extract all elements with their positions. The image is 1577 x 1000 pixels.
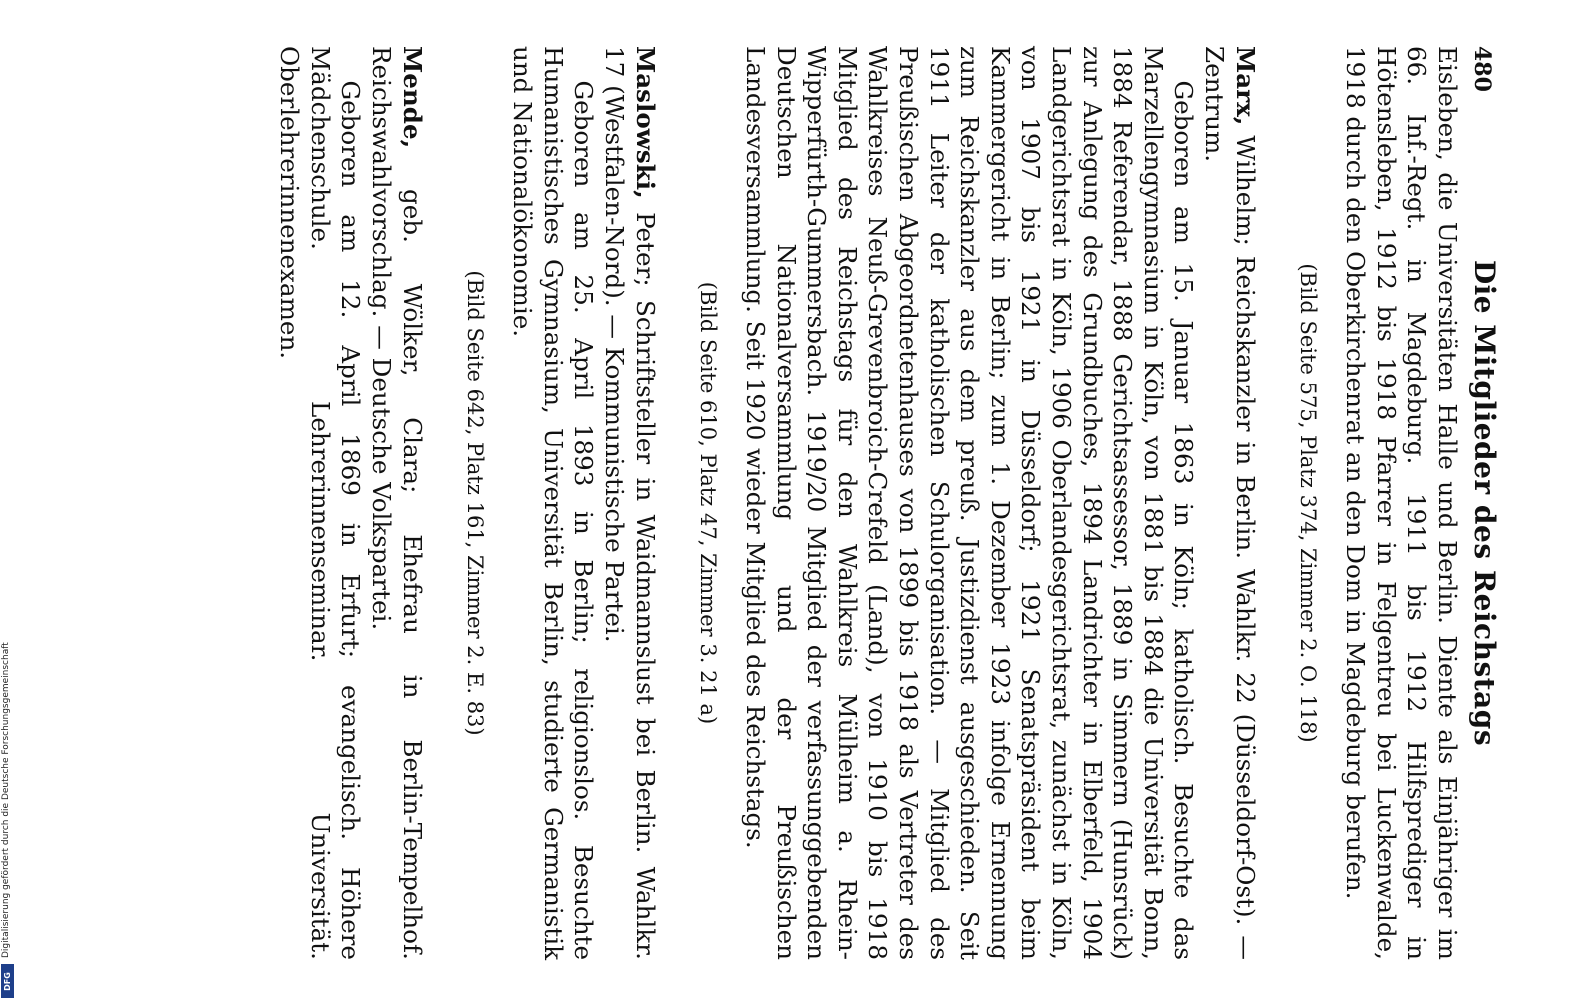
entry-body: Geboren am 25. April 1893 in Berlin; religionslos. Besuchte Humanistisches Gymnasium, Universität Berlin, studierte Germanistik und Nationalökonomie. (507, 46, 598, 960)
entry-photo-ref: (Bild Seite 642, Platz 161, Zimmer 2. E. 83) (462, 270, 487, 736)
entry-heading (365, 46, 426, 960)
page-header (1468, 46, 1501, 960)
dfg-logo-text: DFG (3, 971, 13, 991)
entry-maslowski (460, 46, 659, 960)
running-head: Die Mitglieder des Reichstags (1467, 259, 1501, 747)
entry-mende (273, 46, 426, 960)
entry-body: Geboren am 15. Januar 1863 in Köln; katholisch. Besuchte das Marzellengymnasium in Köln, von 1881 bis 1884 die Universität Bonn, 1884 Referendar, 1888 Gerichtsassessor, 1889 in Simmern (Hunsrück) zur Anlegung des Grundbuches, 1894 Landrichter in Elberfeld, 1904 Landgerichtsrat in Köln, 1906 Oberlandesgerichtsrat, zunächst in Köln, von 1907 bis 1921 in Düsseldorf; 1921 Senatspräsident beim Kammergericht in Berlin; zum 1. Dezember 1923 infolge Ernennung zum Reichskanzler aus dem preuß. Justizdienst ausgeschieden. Seit 1911 Leiter der katholischen Schulorganisation. — Mitglied des Preußischen Abgeordnetenhauses von 1899 bis 1918 als Vertreter des Wahlkreises Neuß-Grevenbroich-Crefeld (Land), von 1910 bis 1918 Mitglied des Reichstags für den Wahlkreis Mülheim a. Rhein-Wipperfürth-Gummersbach. 1919/20 Mitglied der verfassunggebenden Deutschen Nationalversammlung und der Preußischen Landesversammlung. Seit 1920 wieder Mitglied des Reichstags. (740, 46, 1198, 960)
entry-head-text: geb. Wölker, Clara; Ehefrau in Berlin-Tempelhof. Reichswahlvorschlag. — Deutsche Volkspartei. (366, 46, 427, 960)
entry-marx (693, 46, 1259, 960)
entry-body: Geboren am 12. April 1869 in Erfurt; evangelisch. Höhere Mädchenschule. Lehrerinnenseminar. Universität. Oberlehrerinnenexamen. (274, 46, 365, 960)
dfg-logo (1, 964, 14, 998)
document-page (69, 10, 1509, 990)
digitization-note-text: Digitalisierung gefördert durch die Deutsche Forschungsgemeinschaft (1, 642, 11, 958)
digitization-note (0, 0, 14, 1000)
entry-heading (1198, 46, 1259, 960)
page-number: 480 (1468, 46, 1495, 92)
entry-name: Marx, (1230, 46, 1260, 126)
continuation-photo-ref: (Bild Seite 575, Platz 374, Zimmer 2. O. 118) (1295, 263, 1320, 743)
entry-heading (598, 46, 659, 960)
entry-photo-ref: (Bild Seite 610, Platz 47, Zimmer 3. 21 a) (695, 281, 720, 725)
entry-name: Maslowski, (630, 46, 660, 199)
entry-name: Mende, (397, 46, 427, 149)
continuation-text: Eisleben, die Universitäten Halle und Berlin. Diente als Einjähriger im 66. Inf.-Regt. in Magdeburg. 1911 bis 1912 Hilfsprediger in Hötensleben, 1912 bis 1918 Pfarrer in Felgentreu bei Luckenwalde, 1918 durch den Oberkirchenrat an den Dom in Magdeburg berufen. (1340, 46, 1462, 960)
entry-head-text: Peter; Schriftsteller in Waidmannslust bei Berlin. Wahlkr. 17 (Westfalen-Nord). — Kommunistische Partei. (599, 46, 660, 960)
entry-head-text: Wilhelm; Reichskanzler in Berlin. Wahlkr. 22 (Düsseldorf-Ost). — Zentrum. (1199, 46, 1260, 960)
